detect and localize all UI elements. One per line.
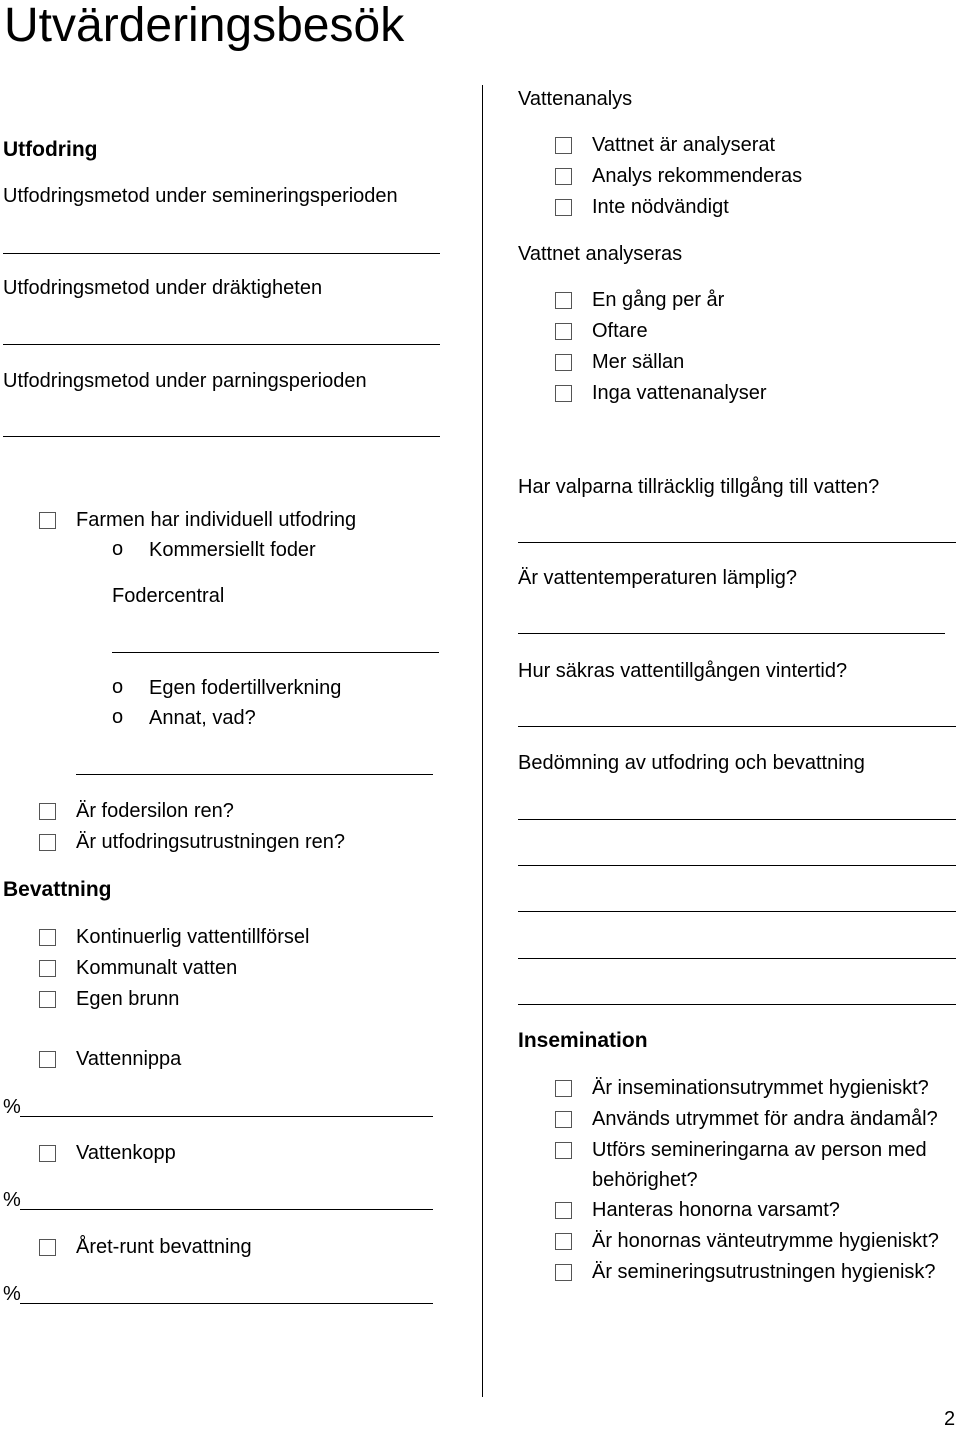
annat-label: Annat, vad? — [149, 707, 256, 729]
ins6-label: Är semineringsutrustningen hygienisk? — [592, 1261, 936, 1283]
answer-line-annat[interactable] — [76, 774, 433, 775]
vattnet-analyseras-label: Vattnet analyseras — [518, 243, 683, 265]
answer-line-vattenkopp[interactable] — [20, 1209, 433, 1210]
egen-brunn-label: Egen brunn — [76, 988, 180, 1010]
checkbox-mer-sallan[interactable] — [555, 354, 572, 371]
insemination-heading: Insemination — [518, 1029, 648, 1052]
inte-nodvandigt-label: Inte nödvändigt — [592, 196, 729, 218]
ins4-label: Hanteras honorna varsamt? — [592, 1199, 840, 1221]
fodercentral-label: Fodercentral — [112, 585, 225, 607]
checkbox-ins4[interactable] — [555, 1202, 572, 1219]
ins3-label: Utförs semineringarna av person med — [592, 1139, 927, 1161]
bullet-icon: o — [112, 676, 124, 698]
aret-runt-label: Året-runt bevattning — [76, 1236, 252, 1258]
bevattning-heading: Bevattning — [3, 878, 112, 901]
column-divider — [482, 85, 483, 1397]
utfodring-heading: Utfodring — [3, 138, 98, 161]
checkbox-utrustningen[interactable] — [39, 834, 56, 851]
mer-sallan-label: Mer sällan — [592, 351, 685, 373]
bullet-icon: o — [112, 706, 124, 728]
ins2-label: Används utrymmet för andra ändamål? — [592, 1108, 938, 1130]
fodersilon-label: Är fodersilon ren? — [76, 800, 234, 822]
analyserat-label: Vattnet är analyserat — [592, 134, 776, 156]
checkbox-egen-brunn[interactable] — [39, 991, 56, 1008]
checkbox-ins1[interactable] — [555, 1080, 572, 1097]
answer-line-bedomning[interactable] — [518, 958, 956, 959]
checkbox-kontinuerlig[interactable] — [39, 929, 56, 946]
vattenkopp-label: Vattenkopp — [76, 1142, 176, 1164]
utrustningen-label: Är utfodringsutrustningen ren? — [76, 831, 346, 853]
checkbox-vattennippa[interactable] — [39, 1051, 56, 1068]
checkbox-inga[interactable] — [555, 385, 572, 402]
vattenanalys-label: Vattenanalys — [518, 88, 633, 110]
vintertid-label: Hur säkras vattentillgången vintertid? — [518, 660, 848, 682]
checkbox-ins6[interactable] — [555, 1264, 572, 1281]
en-gang-label: En gång per år — [592, 289, 725, 311]
page-number: 2 — [944, 1408, 956, 1430]
checkbox-farmen-individuell[interactable] — [39, 512, 56, 529]
percent-label: % — [3, 1189, 21, 1211]
answer-line-bedomning[interactable] — [518, 865, 956, 866]
kontinuerlig-label: Kontinuerlig vattentillförsel — [76, 926, 310, 948]
kommersiellt-foder-label: Kommersiellt foder — [149, 539, 316, 561]
valparna-label: Har valparna tillräcklig tillgång till vatten? — [518, 476, 880, 498]
egen-fodertillverkning-label: Egen fodertillverkning — [149, 677, 342, 699]
oftare-label: Oftare — [592, 320, 648, 342]
inga-label: Inga vattenanalyser — [592, 382, 767, 404]
checkbox-aret-runt[interactable] — [39, 1239, 56, 1256]
answer-line-bedomning[interactable] — [518, 1004, 956, 1005]
farmen-label: Farmen har individuell utfodring — [76, 509, 357, 531]
answer-line-temperaturen[interactable] — [518, 633, 945, 634]
checkbox-analyserat[interactable] — [555, 137, 572, 154]
ins5-label: Är honornas vänteutrymme hygieniskt? — [592, 1230, 939, 1252]
q-parningsperioden-label: Utfodringsmetod under parningsperioden — [3, 370, 367, 392]
vattennippa-label: Vattennippa — [76, 1048, 182, 1070]
temperaturen-label: Är vattentemperaturen lämplig? — [518, 567, 798, 589]
bullet-icon: o — [112, 538, 124, 560]
answer-line-vintertid[interactable] — [518, 726, 956, 727]
checkbox-rekommenderas[interactable] — [555, 168, 572, 185]
checkbox-vattenkopp[interactable] — [39, 1145, 56, 1162]
answer-line-parning[interactable] — [3, 436, 440, 437]
answer-line-aret-runt[interactable] — [20, 1303, 433, 1304]
answer-line-seminering[interactable] — [3, 253, 440, 254]
ins3-label-cont: behörighet? — [592, 1169, 698, 1191]
kommunalt-label: Kommunalt vatten — [76, 957, 238, 979]
answer-line-valparna[interactable] — [518, 542, 956, 543]
ins1-label: Är inseminationsutrymmet hygieniskt? — [592, 1077, 929, 1099]
answer-line-bedomning[interactable] — [518, 911, 956, 912]
percent-label: % — [3, 1283, 21, 1305]
q-draktigheten-label: Utfodringsmetod under dräktigheten — [3, 277, 323, 299]
answer-line-bedomning[interactable] — [518, 819, 956, 820]
q-semineringsperioden-label: Utfodringsmetod under semineringsperioden — [3, 185, 398, 207]
answer-line-vattennippa[interactable] — [20, 1116, 433, 1117]
checkbox-fodersilon[interactable] — [39, 803, 56, 820]
rekommenderas-label: Analys rekommenderas — [592, 165, 803, 187]
checkbox-ins5[interactable] — [555, 1233, 572, 1250]
checkbox-kommunalt[interactable] — [39, 960, 56, 977]
answer-line-draktighet[interactable] — [3, 344, 440, 345]
bedomning-label: Bedömning av utfodring och bevattning — [518, 752, 865, 774]
checkbox-inte-nodvandigt[interactable] — [555, 199, 572, 216]
checkbox-ins2[interactable] — [555, 1111, 572, 1128]
checkbox-oftare[interactable] — [555, 323, 572, 340]
answer-line-fodercentral[interactable] — [112, 652, 439, 653]
checkbox-ins3[interactable] — [555, 1142, 572, 1159]
checkbox-en-gang[interactable] — [555, 292, 572, 309]
percent-label: % — [3, 1096, 21, 1118]
page-title: Utvärderingsbesök — [4, 0, 405, 52]
